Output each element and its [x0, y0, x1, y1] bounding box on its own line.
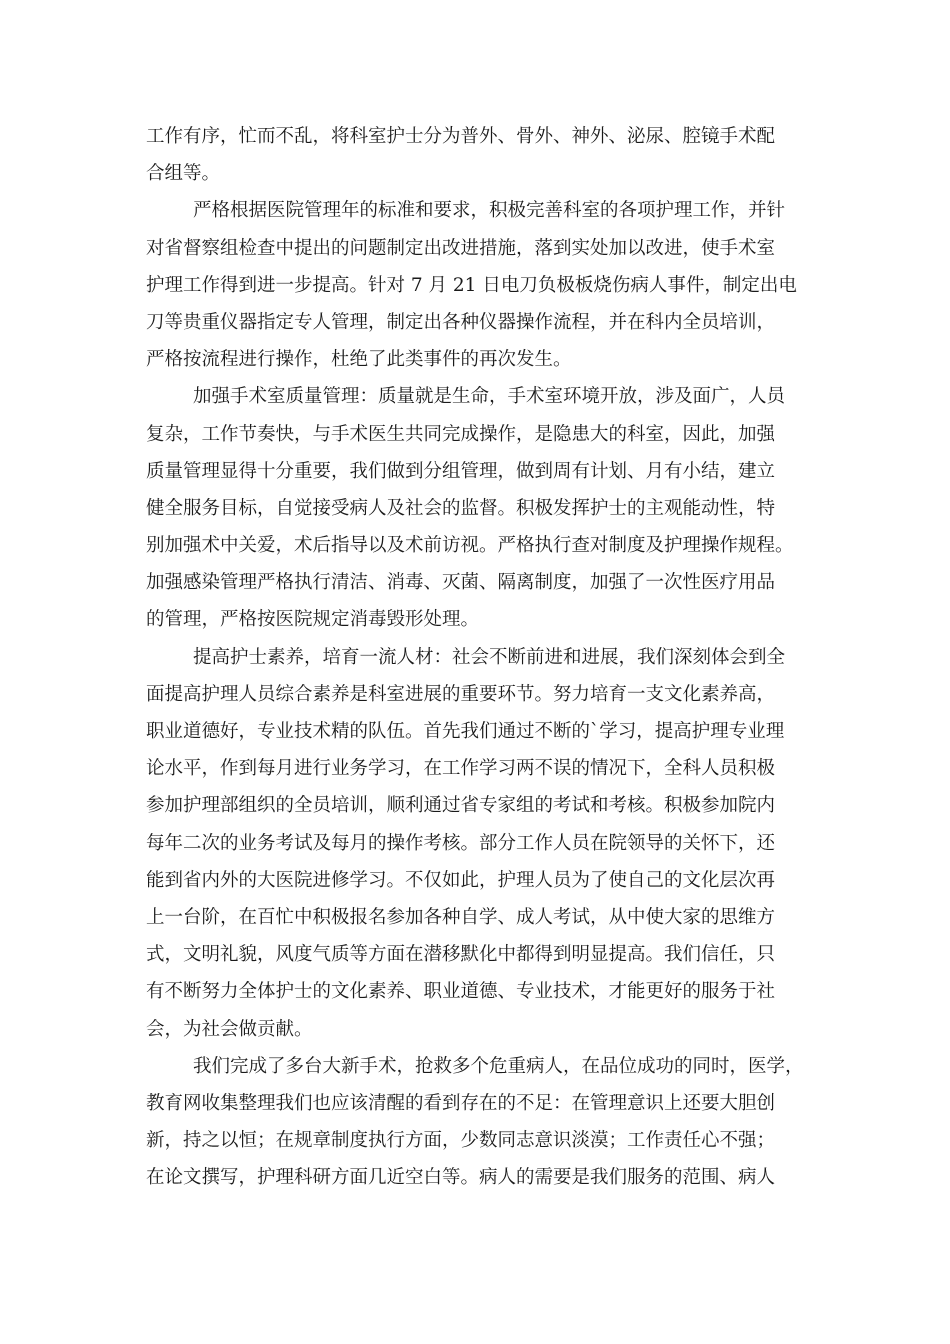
text-line: 质量管理显得十分重要，我们做到分组管理，做到周有计划、月有小结，建立 — [146, 460, 776, 482]
text-line: 式，文明礼貌，风度气质等方面在潜移默化中都得到明显提高。我们信任，只 — [146, 944, 776, 966]
text-line: 对省督察组检查中提出的问题制定出改进措施，落到实处加以改进，使手术室 — [146, 237, 776, 259]
paragraph-start-line: 提高护士素养，培育一流人材：社会不断前进和进展，我们深刻体会到全 — [193, 646, 786, 668]
text-line: 上一台阶，在百忙中积极报名参加各种自学、成人考试，从中使大家的思维方 — [146, 906, 776, 928]
text-line: 刀等贵重仪器指定专人管理，制定出各种仪器操作流程，并在科内全员培训， — [146, 311, 776, 333]
text-line: 教育网收集整理我们也应该清醒的看到存在的不足：在管理意识上还要大胆创 — [146, 1092, 776, 1114]
text-line: 健全服务目标，自觉接受病人及社会的监督。积极发挥护士的主观能动性，特 — [146, 497, 776, 519]
text-line: 的管理，严格按医院规定消毒毁形处理。 — [146, 609, 480, 631]
text-line: 会，为社会做贡献。 — [146, 1018, 313, 1040]
text-line: 别加强术中关爱，术后指导以及术前访视。严格执行查对制度及护理操作规程。 — [146, 535, 794, 557]
text-line: 面提高护理人员综合素养是科室进展的重要环节。努力培育一支文化素养高， — [146, 683, 776, 705]
text-line: 论水平，作到每月进行业务学习，在工作学习两不误的情况下，全科人员积极 — [146, 758, 776, 780]
text-line: 职业道德好，专业技术精的队伍。首先我们通过不断的`学习，提高护理专业理 — [146, 721, 785, 742]
text-line: 合组等。 — [146, 163, 221, 185]
text-line: 每年二次的业务考试及每月的操作考核。部分工作人员在院领导的关怀下，还 — [146, 832, 776, 854]
paragraph-start-line: 我们完成了多台大新手术，抢救多个危重病人，在品位成功的同时，医学， — [193, 1055, 804, 1077]
body-text — [146, 118, 836, 1196]
text-line: 能到省内外的大医院进修学习。不仅如此，护理人员为了使自己的文化层次再 — [146, 869, 776, 891]
text-line: 加强感染管理严格执行清洁、消毒、灭菌、隔离制度，加强了一次性医疗用品 — [146, 572, 776, 594]
text-line: 工作有序，忙而不乱，将科室护士分为普外、骨外、神外、泌尿、腔镜手术配 — [146, 126, 776, 147]
text-line: 新，持之以恒；在规章制度执行方面，少数同志意识淡漠；工作责任心不强； — [146, 1130, 776, 1152]
text-line: 参加护理部组织的全员培训，顺利通过省专家组的考试和考核。积极参加院内 — [146, 795, 776, 817]
paragraph-start-line: 加强手术室质量管理：质量就是生命，手术室环境开放，涉及面广，人员 — [193, 386, 786, 408]
text-line: 严格按流程进行操作，杜绝了此类事件的再次发生。 — [146, 349, 572, 371]
text-line: 有不断努力全体护士的文化素养、职业道德、专业技术，才能更好的服务于社 — [146, 981, 776, 1003]
text-line: 在论文撰写，护理科研方面几近空白等。病人的需要是我们服务的范围、病人 — [146, 1167, 776, 1189]
text-line: 护理工作得到进一步提高。针对 7 月 21 日电刀负极板烧伤病人事件，制定出电 — [146, 274, 797, 296]
paragraph-start-line: 严格根据医院管理年的标准和要求，积极完善科室的各项护理工作，并针 — [193, 200, 786, 222]
text-line: 复杂，工作节奏快，与手术医生共同完成操作，是隐患大的科室，因此，加强 — [146, 423, 776, 445]
